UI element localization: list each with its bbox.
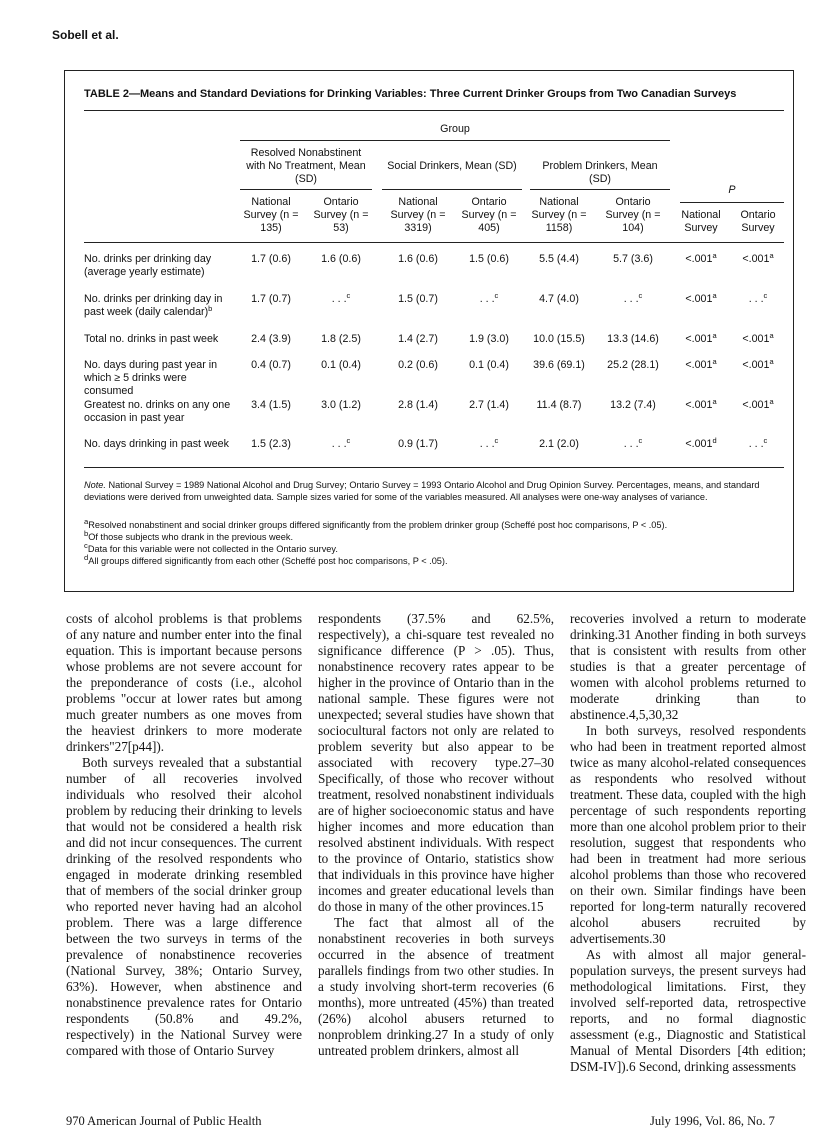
table-cell: 1.7 (0.7) <box>251 293 291 305</box>
table-frame <box>64 70 794 592</box>
paragraph: In both surveys, resolved respondents who had been in treatment reported almost twice as many alcohol-related consequences as respondents who resolved without treatment. These data, coupled with the high percentage of such respondents reporting more than one alcohol problem prior to their resolution, suggest that respondents who had been in treatment had more serious alcohol problems than those who recovered on their own. Similar findings have been reported for long-term naturally recovered alcohol abusers recruited by advertisements.30 <box>570 723 806 946</box>
group-rule <box>240 140 670 141</box>
table-cell: <.001$^a$ <box>742 331 774 345</box>
table-cell: <.001$^a$ <box>685 357 717 371</box>
table-cell: 0.2 (0.6) <box>398 359 438 371</box>
table-cell: 2.8 (1.4) <box>398 399 438 411</box>
table-cell: 1.6 (0.6) <box>321 253 361 265</box>
table-cell: 0.9 (1.7) <box>398 438 438 450</box>
subhead-2: Ontario Survey (n = 53) <box>313 196 369 234</box>
table-cell: 1.6 (0.6) <box>398 253 438 265</box>
row-label: No. days during past year in which ≥ 5 drinks were consumed <box>84 359 218 397</box>
table-cell: 1.9 (3.0) <box>469 333 509 345</box>
table-cell: <.001$^a$ <box>742 357 774 371</box>
group-head-2: Social Drinkers, Mean (SD) <box>387 160 517 172</box>
table-cell: <.001$^a$ <box>685 291 717 305</box>
subhead-1: National Survey (n = 135) <box>243 196 299 234</box>
table-cell: . . .$^c$ <box>479 291 499 305</box>
subhead-3: National Survey (n = 3319) <box>390 196 446 234</box>
table-cell: 4.7 (4.0) <box>539 293 579 305</box>
table-cell: 2.1 (2.0) <box>539 438 579 450</box>
table-cell: 5.5 (4.4) <box>539 253 579 265</box>
p-rule <box>680 202 784 203</box>
table-cell: . . .$^c$ <box>331 291 351 305</box>
p-label: P <box>728 184 736 196</box>
row-label: Total no. drinks in past week <box>84 333 219 345</box>
row-label: No. drinks per drinking day (average yearly estimate) <box>84 253 212 278</box>
subhead-8: Ontario Survey <box>740 209 776 234</box>
table-cell: . . .$^c$ <box>748 436 768 450</box>
table-cell: 1.5 (0.6) <box>469 253 509 265</box>
table-cell: 3.4 (1.5) <box>251 399 291 411</box>
table-cell: 5.7 (3.6) <box>613 253 653 265</box>
paragraph: Both surveys revealed that a substantial number of all recoveries involved individuals who resolved their alcohol problem by reducing their drinking to levels that would not be considered a health risk and did not incur consequences. The current drinking of the resolved respondents who engaged in moderate drinking resembled that of members of the social drinker group who reported never having had an alcohol problem. There was a large difference between the two surveys in terms of the prevalence of nonabstinence recoveries (National Survey, 38%; Ontario Survey, 63%). However, when abstinence and nonabstinence prevalence rates for Ontario respondents (50.8% and 49.2%, respectively) in the National Survey were compared with those of Ontario Survey <box>66 755 302 1058</box>
subhead-7: National Survey <box>681 209 721 234</box>
table-caption: TABLE 2—Means and Standard Deviations for Drinking Variables: Three Current Drinker Groups from Two Canadian Surveys <box>84 88 737 100</box>
table-cell: <.001$^a$ <box>685 251 717 265</box>
subhead-4: Ontario Survey (n = 405) <box>461 196 517 234</box>
table-cell: 1.5 (2.3) <box>251 438 291 450</box>
table-note: Note. National Survey = 1989 National Alcohol and Drug Survey; Ontario Survey = 1993 Ontario Alcohol and Drug Opinion Survey. Percentages, means, and standard deviations were derived from unweighted data. Sample sizes varied for some of the variables measured. All analyses were one-way analyses of variance. <box>84 480 760 502</box>
table-cell: 0.1 (0.4) <box>469 359 509 371</box>
running-head-author: Sobell et al. <box>52 28 119 42</box>
table-cell: 11.4 (8.7) <box>536 399 582 411</box>
table-cell: . . .$^c$ <box>623 436 643 450</box>
footer-journal: 970 American Journal of Public Health <box>66 1114 262 1128</box>
table-cell: 0.4 (0.7) <box>251 359 291 371</box>
row-label: No. drinks per drinking day in past week (daily calendar)$^b$ <box>84 293 223 318</box>
paragraph: recoveries involved a return to moderate drinking.31 Another finding in both surveys that is consistent with results from other studies is that a greater percentage of women with alcohol problems returned to moderate drinking than to abstinence.4,5,30,32 <box>570 611 806 722</box>
table-top-rule <box>84 110 784 111</box>
table-cell: <.001$^a$ <box>685 331 717 345</box>
body-column-3 <box>570 611 806 1075</box>
table-cell: <.001$^a$ <box>742 251 774 265</box>
row-label: Greatest no. drinks on any one occasion in past year <box>84 399 231 424</box>
table-cell: 25.2 (28.1) <box>607 359 659 371</box>
table-cell: 0.1 (0.4) <box>321 359 361 371</box>
group-rule-1 <box>240 189 372 190</box>
table-cell: 3.0 (1.2) <box>321 399 361 411</box>
footnote-c: $^c$Data for this variable were not collected in the Ontario survey. <box>84 541 338 555</box>
table-cell: 1.4 (2.7) <box>398 333 438 345</box>
subhead-5: National Survey (n = 1158) <box>531 196 587 234</box>
table-cell: 13.3 (14.6) <box>607 333 659 345</box>
header-bottom-rule <box>84 242 784 243</box>
table-cell: 13.2 (7.4) <box>610 399 656 411</box>
table-cell: <.001$^d$ <box>685 436 717 450</box>
table-cell: . . .$^c$ <box>331 436 351 450</box>
group-rule-2 <box>382 189 522 190</box>
table-cell: 39.6 (69.1) <box>533 359 585 371</box>
group-head-3: Problem Drinkers, Mean (SD) <box>542 160 658 185</box>
group-label: Group <box>440 123 470 135</box>
table-cell: . . .$^c$ <box>748 291 768 305</box>
body-column-2 <box>318 611 554 1059</box>
table-cell: . . .$^c$ <box>479 436 499 450</box>
footer-issue: July 1996, Vol. 86, No. 7 <box>650 1114 775 1128</box>
table-bottom-rule <box>84 467 784 468</box>
row-label: No. days drinking in past week <box>84 438 229 450</box>
footnote-d: $^d$All groups differed significantly from each other (Scheffé post hoc comparisons, P < .05). <box>84 553 448 567</box>
footnote-a: $^a$Resolved nonabstinent and social drinker groups differed significantly from the problem drinker group (Scheffé post hoc comparisons, P < .05). <box>84 517 668 531</box>
body-column-1 <box>66 611 302 1059</box>
table-cell: 1.5 (0.7) <box>398 293 438 305</box>
footnote-b: $^b$Of those subjects who drank in the previous week. <box>84 529 294 543</box>
table-cell: 2.4 (3.9) <box>251 333 291 345</box>
paragraph: costs of alcohol problems is that problems of any nature and number enter into the final equation. This is important because persons whose problems are not severe account for the preponderance of costs (i.e., alcohol problems "occur at lower rates but among much greater numbers as one moves from the heaviest drinkers to more moderate drinkers"27[p44]). <box>66 611 302 754</box>
group-head-1: Resolved Nonabstinent with No Treatment, Mean (SD) <box>246 147 366 185</box>
table-cell: 2.7 (1.4) <box>469 399 509 411</box>
table-cell: 1.7 (0.6) <box>251 253 291 265</box>
table-cell: . . .$^c$ <box>623 291 643 305</box>
paragraph: respondents (37.5% and 62.5%, respectively), a chi-square test revealed no significance difference (P > .05). Thus, nonabstinence recovery rates appear to be higher in the province of Ontario than in the national sample. These figures were not unexpected; several studies have shown that sociocultural factors not only are related to problem severity but also appear to be associated with recovery type.27–30 Specifically, of those who recover without treatment, resolved nonabstinent individuals are of higher socioeconomic status and have higher incomes and more education than resolved abstinent individuals. With respect to the province of Ontario, statistics show that individuals in this province have higher incomes and greater educational levels than do those in many of the other provinces.15 <box>318 611 554 914</box>
subhead-6: Ontario Survey (n = 104) <box>605 196 661 234</box>
paragraph: The fact that almost all of the nonabstinent recoveries in both surveys occurred in the absence of treatment parallels findings from two other studies. In a study involving short-term recoveries (6 months), more untreated (45%) than treated (26%) alcohol abusers returned to nonproblem drinking.27 In a study of only untreated problem drinkers, almost all <box>318 915 554 1058</box>
group-rule-3 <box>530 189 670 190</box>
table-cell: <.001$^a$ <box>742 397 774 411</box>
table-cell: 10.0 (15.5) <box>533 333 585 345</box>
table-cell: <.001$^a$ <box>685 397 717 411</box>
table-cell: 1.8 (2.5) <box>321 333 361 345</box>
paragraph: As with almost all major general-population surveys, the present surveys had methodological limitations. First, they involved self-reported data, retrospective reports, and no formal diagnostic assessment (e.g., Diagnostic and Statistical Manual of Mental Disorders [4th edition; DSM-IV]).6 Second, drinking assessments <box>570 947 806 1074</box>
